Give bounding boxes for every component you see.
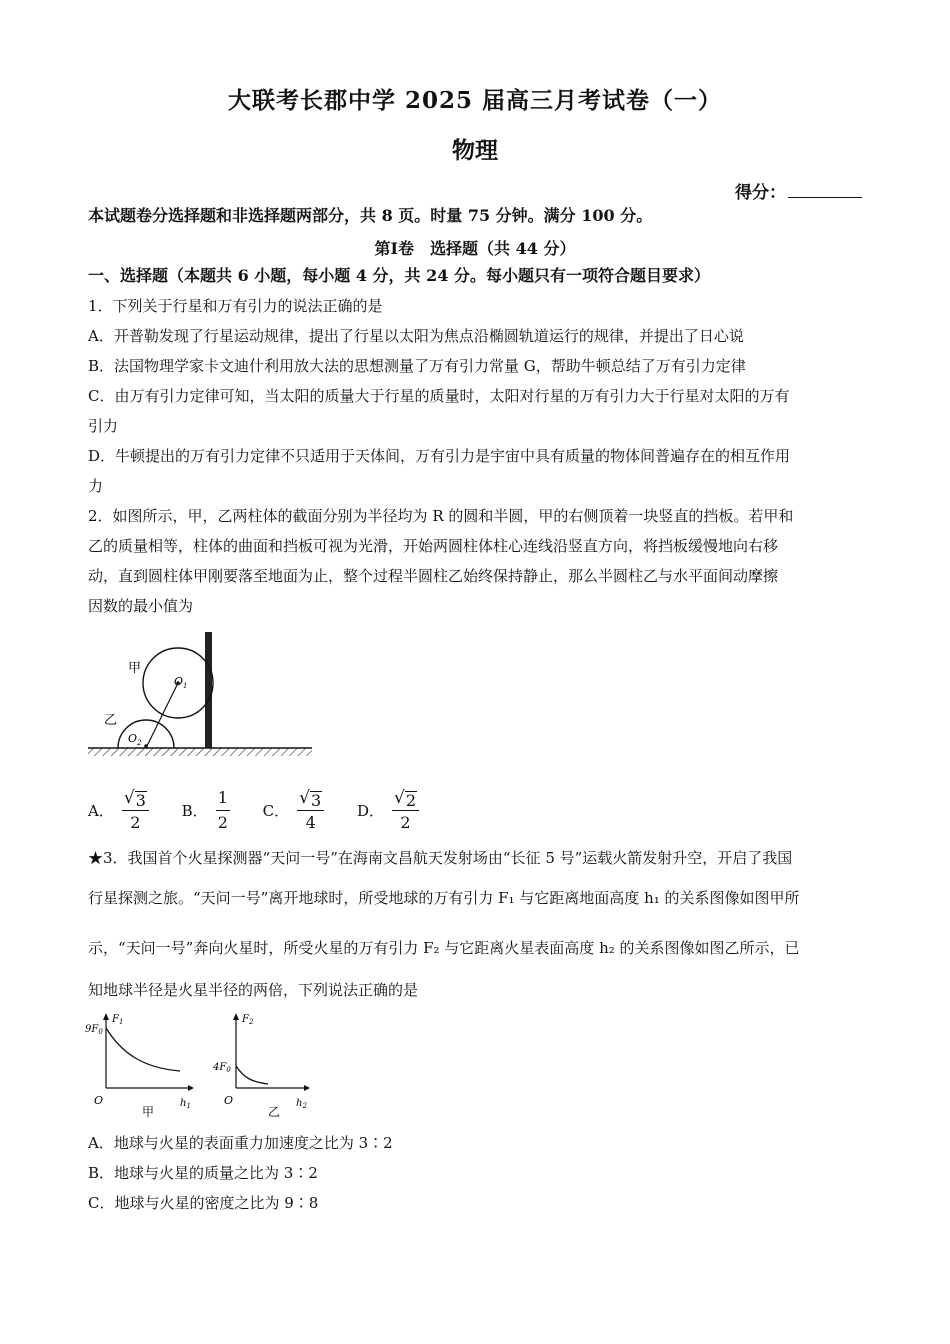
section1-title: 一、选择题（本题共 6 小题，每小题 4 分，共 24 分。每小题只有一项符合题目要求） bbox=[88, 266, 710, 285]
q3-option-b: B．地球与火星的质量之比为 3∶2 bbox=[88, 1164, 318, 1182]
svg-text:甲: 甲 bbox=[142, 1105, 155, 1119]
half-cylinder-yi bbox=[118, 720, 174, 748]
center-line bbox=[146, 683, 178, 748]
svg-text:O: O bbox=[224, 1094, 234, 1107]
svg-text:O: O bbox=[94, 1094, 104, 1107]
q3-option-a: A．地球与火星的表面重力加速度之比为 3∶2 bbox=[88, 1134, 393, 1152]
q2-line1: 2．如图所示，甲，乙两柱体的截面分别为半径均为 R 的圆和半圆，甲的右侧顶着一块竖直的挡板。若甲和 bbox=[88, 507, 794, 525]
subject-title: 物理 bbox=[452, 137, 498, 164]
q2-line4: 因数的最小值为 bbox=[88, 597, 194, 615]
score-field[interactable] bbox=[735, 178, 862, 203]
q1-option-c-cont: 引力 bbox=[88, 417, 119, 435]
q3-graphs bbox=[84, 1010, 314, 1122]
exam-intro: 本试题卷分选择题和非选择题两部分，共 8 页。时量 75 分钟。满分 100 分。 bbox=[88, 206, 653, 225]
q3-line4: 知地球半径是火星半径的两倍，下列说法正确的是 bbox=[88, 981, 419, 999]
curve-jia bbox=[106, 1028, 180, 1071]
q2-line2: 乙的质量相等，柱体的曲面和挡板可视为光滑，开始两圆柱体柱心连线沿竖直方向，将挡板缓慢地向右移 bbox=[88, 537, 779, 555]
label-yi: 乙 bbox=[104, 713, 118, 728]
q1-option-d: D．牛顿提出的万有引力定律不只适用于天体间，万有引力是宇宙中具有质量的物体间普遍存在的相互作用 bbox=[88, 447, 791, 465]
graph-yi bbox=[212, 1013, 310, 1119]
q3-line1: ★3．我国首个火星探测器“天问一号”在海南文昌航天发射场由“长征 5 号”运载火箭发射升空，开启了我国 bbox=[88, 849, 793, 867]
q2-option-d: D． √ 2 2 bbox=[357, 786, 421, 835]
center-o2 bbox=[144, 744, 148, 748]
q1-option-d-cont: 力 bbox=[88, 477, 104, 495]
q1-option-c: C．由万有引力定律可知，当太阳的质量大于行星的质量时，太阳对行星的万有引力大于行星对太阳的万有 bbox=[88, 387, 790, 405]
graph-jia bbox=[85, 1013, 194, 1119]
q2-option-c: C． √ 3 4 bbox=[263, 786, 327, 835]
curve-yi bbox=[236, 1066, 268, 1084]
svg-text:F1: $F_1$ bbox=[112, 1014, 124, 1026]
baffle-board bbox=[205, 632, 212, 748]
label-jia: 甲 bbox=[128, 661, 142, 676]
q2-line3: 动，直到圆柱体甲刚要落至地面为止，整个过程半圆柱乙始终保持静止，那么半圆柱乙与水平面间动摩擦 bbox=[88, 567, 779, 585]
label-o1: $O_1$ bbox=[174, 675, 188, 690]
page-title: 大联考长郡中学 2025 届高三月考试卷（一） bbox=[227, 87, 723, 114]
q2-figure bbox=[86, 628, 316, 758]
q1-stem: 1．下列关于行星和万有引力的说法正确的是 bbox=[88, 297, 383, 315]
svg-text:F2: $F_2$ bbox=[242, 1014, 254, 1026]
svg-text:h1: $h_1$ bbox=[180, 1098, 191, 1110]
svg-text:4F0: $4F_0$ bbox=[213, 1062, 231, 1074]
ground-hatch bbox=[88, 748, 312, 756]
score-blank[interactable] bbox=[788, 183, 862, 198]
q2-options bbox=[88, 786, 447, 835]
q2-option-a: A． √ 3 2 bbox=[88, 786, 151, 835]
q3-line2: 行星探测之旅。“天问一号”离开地球时，所受地球的万有引力 F₁ 与它距离地面高度 h₁ 的关系图像如图甲所 bbox=[88, 889, 800, 907]
part1-title: 第Ⅰ卷 选择题（共 44 分） bbox=[374, 239, 576, 258]
svg-text:乙: 乙 bbox=[268, 1105, 281, 1119]
q3-line3: 示，“天问一号”奔向火星时，所受火星的万有引力 F₂ 与它距离火星表面高度 h₂ 的关系图像如图乙所示，已 bbox=[88, 939, 800, 957]
q1-option-b: B．法国物理学家卡文迪什利用放大法的思想测量了万有引力常量 G，帮助牛顿总结了万有引力定律 bbox=[88, 357, 746, 375]
svg-text:h2: $h_2$ bbox=[296, 1098, 307, 1110]
q1-option-a: A．开普勒发现了行星运动规律，提出了行星以太阳为焦点沿椭圆轨道运行的规律，并提出了日心说 bbox=[88, 327, 744, 345]
q3-option-c: C．地球与火星的密度之比为 9∶8 bbox=[88, 1194, 319, 1212]
score-label: 得分： bbox=[735, 183, 786, 203]
q2-option-b: B． $\frac{1}{2}$ bbox=[181, 788, 228, 832]
svg-text:9F0: $9F_0$ bbox=[85, 1024, 103, 1036]
label-o2: $O_2$ bbox=[128, 732, 142, 747]
